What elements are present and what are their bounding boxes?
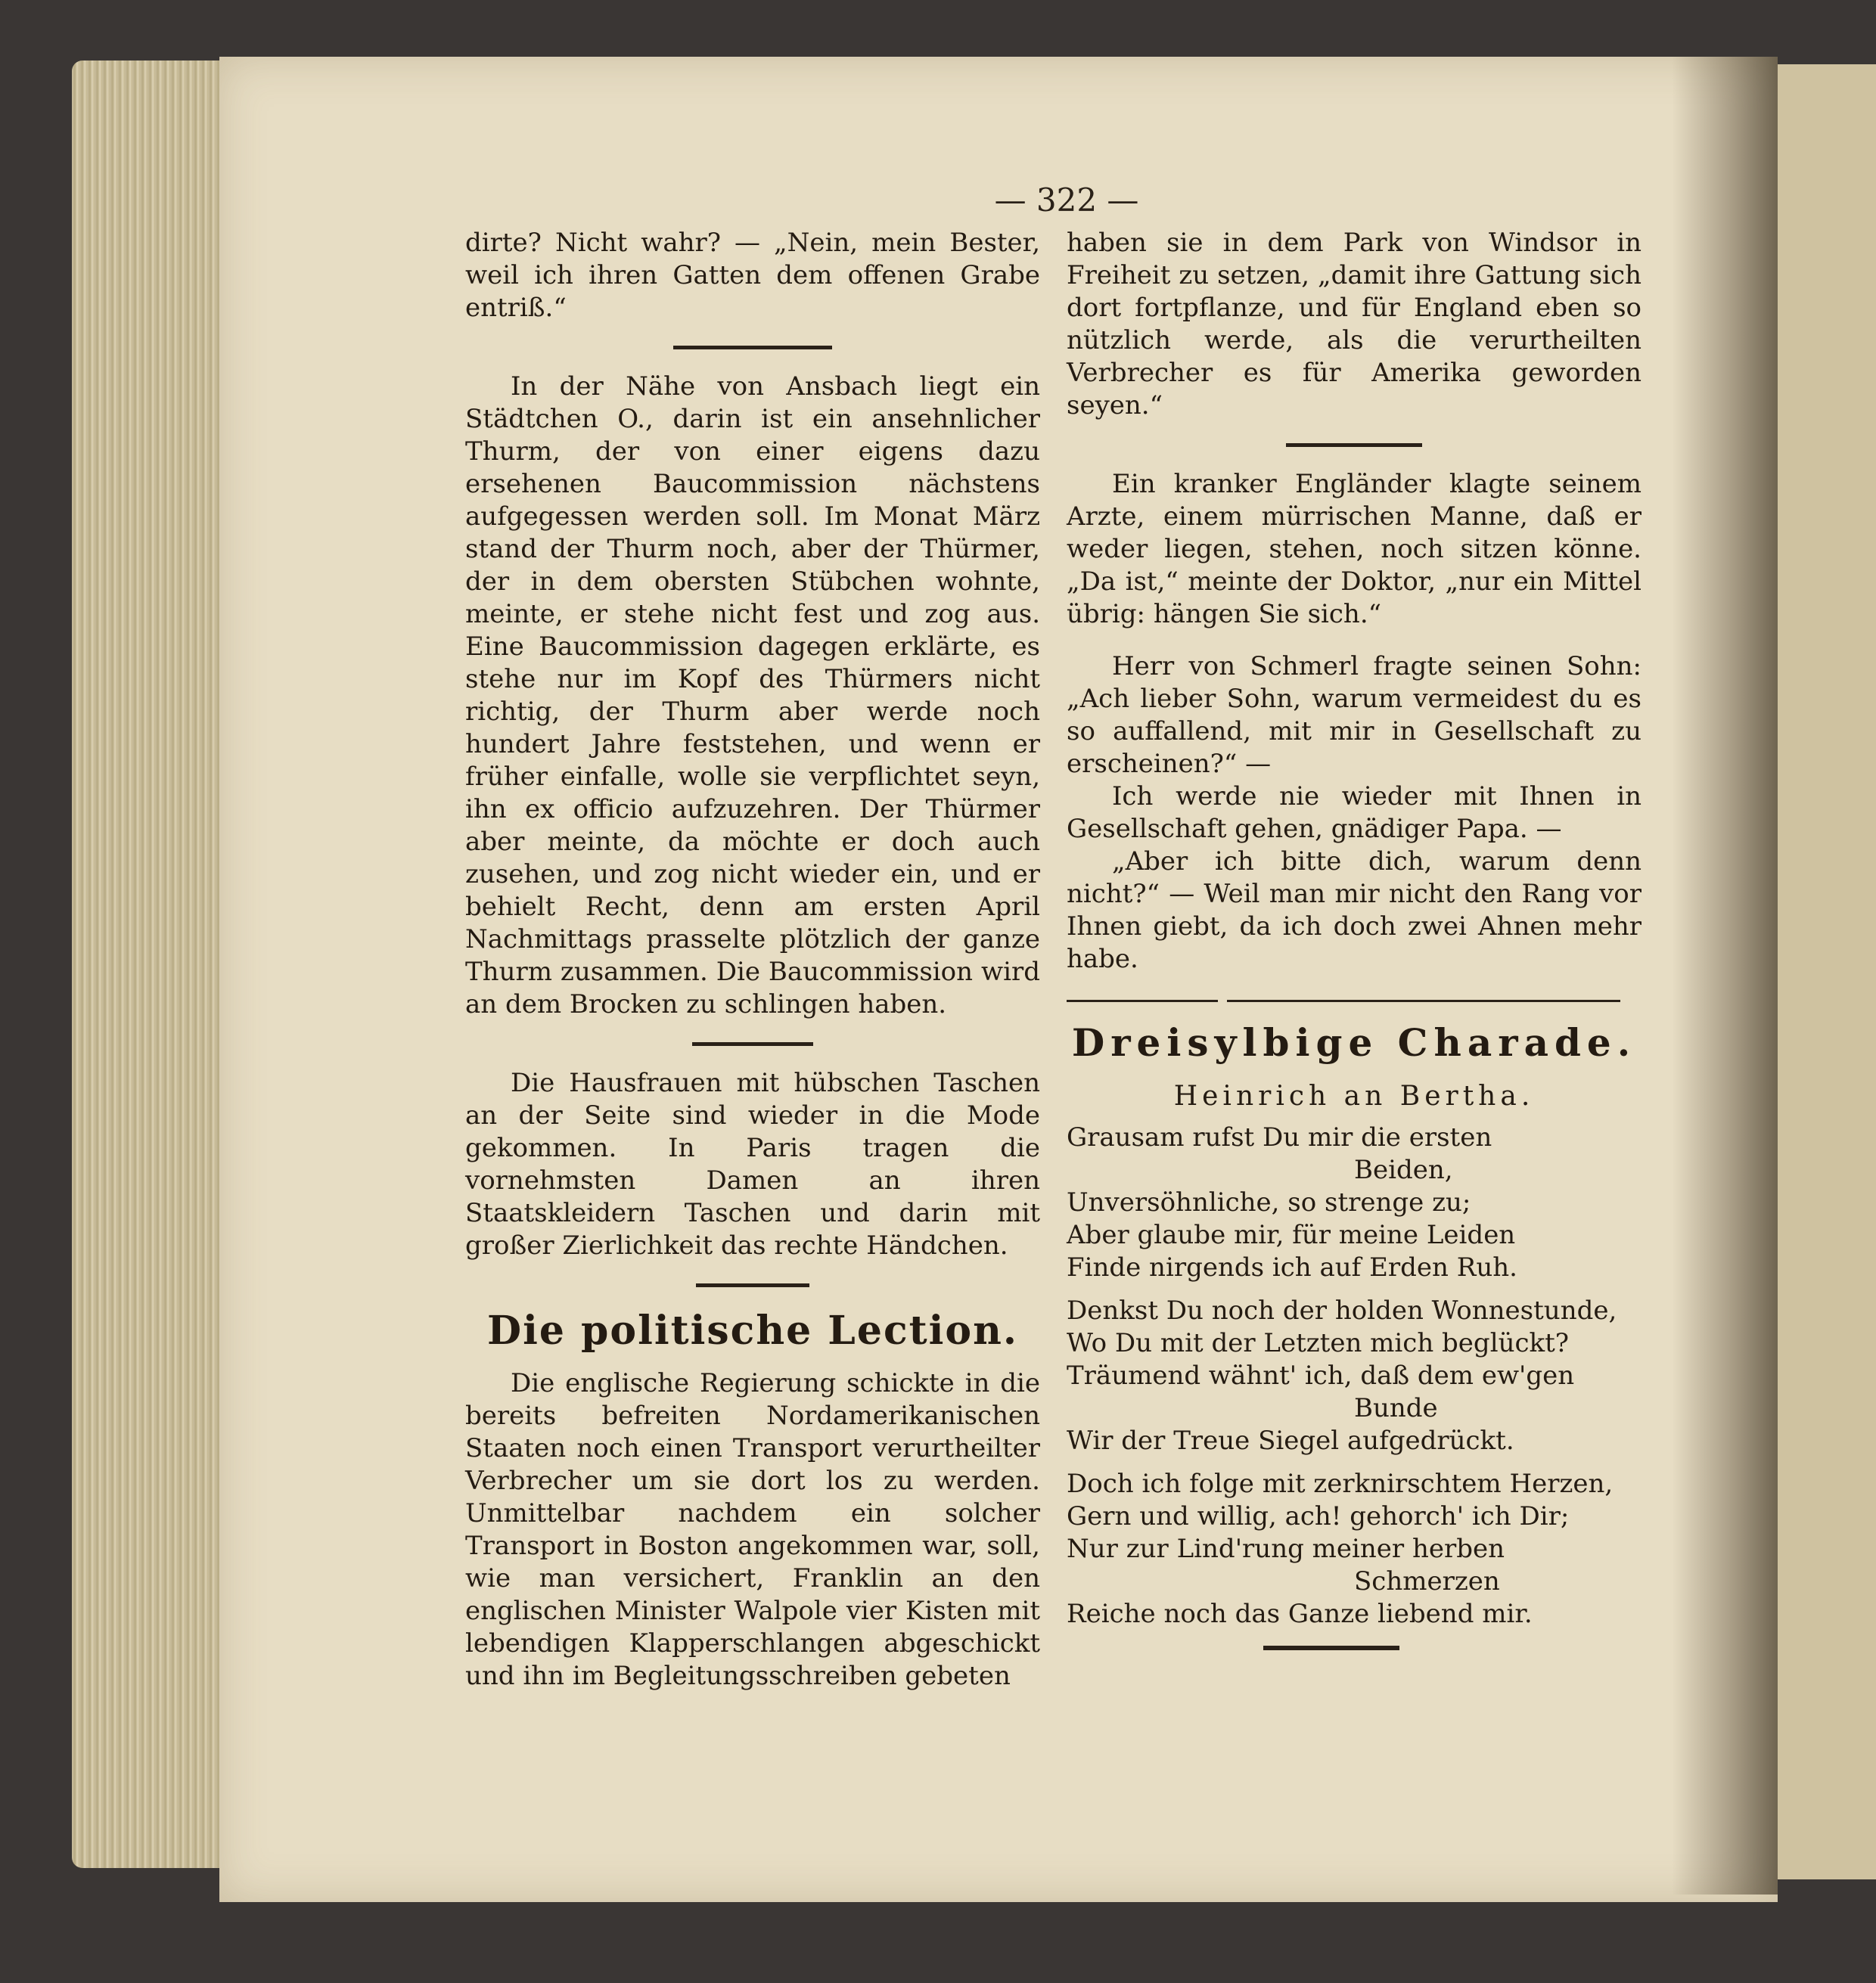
poem-line-continuation: Beiden, xyxy=(1354,1155,1453,1185)
poem-line-continuation: Schmerzen xyxy=(1354,1566,1500,1597)
separator-rule xyxy=(696,1283,809,1287)
rule-segment xyxy=(1067,1000,1218,1002)
paragraph: dirte? Nicht wahr? — „Nein, mein Bester, weil ich ihren Gatten dem offenen Grabe entriß.“ xyxy=(465,228,1040,323)
poem-line: Wir der Treue Siegel aufgedrückt. xyxy=(1067,1426,1514,1456)
paragraph: Herr von Schmerl fragte seinen Sohn: „Ach lieber Sohn, warum vermeidest du es so auffallend, mit mir in Gesellschaft zu erscheinen?“ — xyxy=(1067,651,1642,779)
paragraph: Ein kranker Engländer klagte seinem Arzte, einem mürrischen Manne, daß er weder liegen, stehen, noch sitzen könne. „Da ist,“ meinte der Doktor, „nur ein Mittel übrig: hängen Sie sich.“ xyxy=(1067,469,1642,629)
poem-line: Nur zur Lind'rung meiner herben xyxy=(1067,1534,1505,1564)
paragraph: In der Nähe von Ansbach liegt ein Städtchen O., darin ist ein ansehnlicher Thurm, der von einer eigens dazu ersehenen Baucommission nächstens aufgegessen werden soll. Im Monat März stand der Thurm noch, aber der Thürmer, der in dem obersten Stübchen wohnte, meinte, er stehe nicht fest und zog aus. Eine Baucommission dagegen erklärte, es stehe nur im Kopf des Thürmers nicht richtig, der Thurm aber werde noch hundert Jahre feststehen, und wenn er früher einfalle, wolle sie verpflichtet seyn, ihn ex officio aufzuzehren. Der Thürmer aber meinte, da möchte er doch auch zusehen, und zog nicht wieder ein, und er behielt Recht, denn am ersten April Nachmittags prasselte plötzlich der ganze Thurm zusammen. Die Baucommission wird an dem Brocken zu schlingen haben. xyxy=(465,371,1040,1019)
paragraph: Ich werde nie wieder mit Ihnen in Gesellschaft gehen, gnädiger Papa. — xyxy=(1067,781,1642,844)
separator-rule xyxy=(692,1042,813,1046)
charade-subheading: Heinrich an Bertha. xyxy=(1173,1081,1535,1112)
poem-line: Unversöhnliche, so strenge zu; xyxy=(1067,1187,1471,1218)
poem-line: Denkst Du noch der holden Wonnestunde, xyxy=(1067,1296,1617,1326)
poem-line: Grausam rufst Du mir die ersten xyxy=(1067,1122,1492,1153)
poem-stanza xyxy=(1067,1468,1642,1631)
poem-line: Aber glaube mir, für meine Leiden xyxy=(1067,1220,1516,1250)
poem-stanza xyxy=(1067,1295,1642,1457)
paragraph: Die englische Regierung schickte in die bereits befreiten Nordamerikanischen Staaten noch einen Transport verurtheilter Verbrecher um sie dort los zu werden. Unmittelbar nachdem ein solcher Transport in Boston angekommen war, soll, wie man versichert, Franklin an den englischen Minister Walpole vier Kisten mit lebendigen Klapperschlangen abgeschickt und ihn im Begleitungsschreiben gebeten xyxy=(465,1368,1040,1691)
poem-line: Reiche noch das Ganze liebend mir. xyxy=(1067,1599,1533,1629)
double-rule xyxy=(1067,1000,1642,1002)
paragraph: haben sie in dem Park von Windsor in Freiheit zu setzen, „damit ihre Gattung sich dort fortpflanze, und für England eben so nützlich werde, als die verurtheilten Verbrecher es für Amerika geworden seyen.“ xyxy=(1067,228,1642,420)
separator-rule xyxy=(1286,443,1422,447)
paragraph: Die Hausfrauen mit hübschen Taschen an der Seite sind wieder in die Mode gekommen. In Paris tragen die vornehmsten Damen an ihren Staatskleidern Taschen und darin mit großer Zierlichkeit das rechte Händchen. xyxy=(465,1068,1040,1261)
separator-rule xyxy=(673,346,832,349)
facing-page-edge xyxy=(1770,64,1876,1879)
poem-line-continuation: Bunde xyxy=(1354,1393,1438,1423)
poem-line: Wo Du mit der Letzten mich beglückt? xyxy=(1067,1328,1569,1358)
poem-stanza xyxy=(1067,1122,1642,1284)
poem-line: Träumend wähnt' ich, daß dem ew'gen xyxy=(1067,1361,1575,1391)
rule-segment xyxy=(1227,1000,1620,1002)
section-heading: Die politische Lection. xyxy=(487,1308,1018,1354)
page-number: — 322 — xyxy=(994,182,1139,219)
right-column xyxy=(1067,227,1642,1650)
separator-rule xyxy=(1263,1646,1399,1650)
left-column xyxy=(465,227,1040,1693)
charade-heading: Dreisylbige Charade. xyxy=(1071,1020,1637,1065)
paragraph: „Aber ich bitte dich, warum denn nicht?“ — Weil man mir nicht den Rang vor Ihnen giebt, da ich doch zwei Ahnen mehr habe. xyxy=(1067,846,1642,974)
poem-line: Doch ich folge mit zerknirschtem Herzen, xyxy=(1067,1469,1614,1499)
poem-line: Gern und willig, ach! gehorch' ich Dir; xyxy=(1067,1501,1570,1531)
poem-line: Finde nirgends ich auf Erden Ruh. xyxy=(1067,1252,1517,1283)
